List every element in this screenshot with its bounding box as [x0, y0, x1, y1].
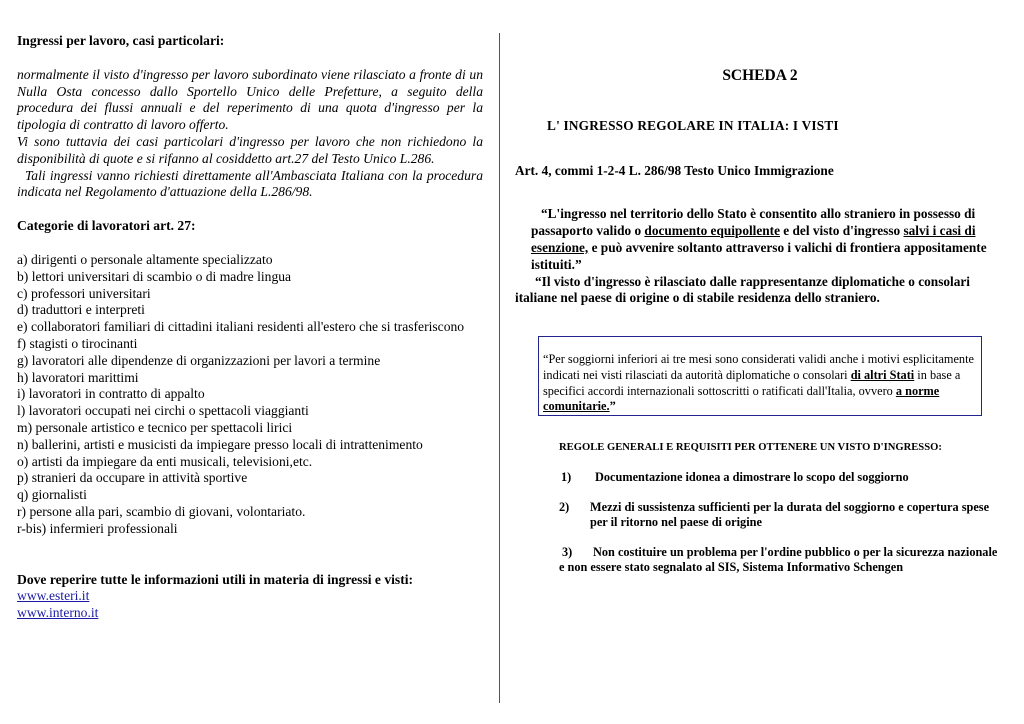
category-item: m) personale artistico e tecnico per spettacoli lirici — [17, 419, 293, 435]
category-item: n) ballerini, artisti e musicisti da impiegare presso locali di intrattenimento — [17, 436, 423, 452]
intro-paragraph-2: Vi sono tuttavia dei casi particolari d'ingresso per lavoro che non richiedono la disponibilità di quote e si rifanno al cosiddetto art.27 del Testo Unico L.286. — [17, 133, 483, 166]
category-item: d) traduttori e interpreti — [17, 302, 145, 318]
requirement-1 — [559, 470, 999, 486]
category-item: i) lavoratori in contratto di appalto — [17, 386, 205, 402]
categories-list — [17, 252, 483, 538]
link-esteri[interactable]: www.esteri.it — [17, 588, 90, 604]
law-quote-1 — [515, 206, 1005, 273]
right-column — [515, 60, 1005, 307]
category-item: b) lettori universitari di scambio o di madre lingua — [17, 268, 292, 284]
left-column — [17, 33, 483, 622]
quote1-underline-1: documento equipollente — [644, 223, 780, 239]
box-text-b: in base a specifici accordi internazionali sottoscritti o ratificati dall'Italia, ovvero — [543, 367, 961, 398]
rules-heading: REGOLE GENERALI E REQUISITI PER OTTENERE UN VISTO D'INGRESSO: — [559, 442, 942, 453]
box-underline-2: a norme comunitarie. — [543, 383, 940, 414]
scheda-title: SCHEDA 2 — [722, 67, 798, 84]
category-item: r-bis) infermieri professionali — [17, 520, 178, 536]
quote1-text-b: e del visto d'ingresso — [779, 223, 904, 239]
intro-paragraph-1: normalmente il visto d'ingresso per lavoro subordinato viene rilasciato a fronte di un Nulla Osta concesso dallo Sportello Unico delle Prefetture, a seguito della procedura dei flussi annuali e del reperimento di una quota d'ingresso per la tipologia di contratto di lavoro offerto. — [17, 66, 483, 133]
category-item: f) stagisti o tirocinanti — [17, 335, 138, 351]
info-heading: Dove reperire tutte le informazioni utili in materia di ingressi e visti: — [17, 571, 414, 587]
left-heading: Ingressi per lavoro, casi particolari: — [17, 33, 225, 48]
requirement-3-number: 3) — [562, 544, 573, 559]
column-divider — [499, 33, 500, 703]
categories-heading: Categorie di lavoratori art. 27: — [17, 218, 196, 234]
requirement-2 — [559, 500, 999, 531]
requirement-3-text: Non costituire un problema per l'ordine pubblico o per la sicurezza nazionale e non essere stato segnalato al SIS, Sistema Informativo Schengen — [559, 544, 998, 575]
quote1-text-d: e può avvenire soltanto attraverso i valichi di frontiera appositamente istituiti.” — [531, 239, 987, 272]
requirement-2-text: Mezzi di sussistenza sufficienti per la durata del soggiorno e copertura spese per il ritorno nel paese di origine — [590, 499, 990, 530]
intro-paragraph-3: Tali ingressi vanno richiesti direttamente all'Ambasciata Italiana con la procedura indicata nel Regolamento d'attuazione della L.286/98. — [17, 167, 483, 200]
category-item: c) professori universitari — [17, 285, 151, 301]
category-item: p) stranieri da occupare in attività sportive — [17, 470, 248, 486]
category-item: r) persone alla pari, scambio di giovani, volontariato. — [17, 503, 306, 519]
requirements-list — [559, 470, 999, 590]
category-item: l) lavoratori occupati nei circhi o spettacoli viaggianti — [17, 403, 309, 419]
requirement-1-number: 1) — [561, 470, 572, 484]
category-item: o) artisti da impiegare da enti musicali, televisioni,etc. — [17, 453, 313, 469]
law-quote-2: “Il visto d'ingresso è rilasciato dalle rappresentanze diplomatiche o consolari italiane nel paese di origine o di stabile residenza dello straniero. — [515, 273, 970, 306]
article-reference: Art. 4, commi 1-2-4 L. 286/98 Testo Unico Immigrazione — [515, 162, 834, 178]
link-interno[interactable]: www.interno.it — [17, 605, 99, 621]
category-item: a) dirigenti o personale altamente specializzato — [17, 251, 273, 267]
requirement-2-number: 2) — [559, 499, 570, 514]
law-quote — [515, 206, 1005, 307]
quote1-underline-3: esenzione, — [531, 239, 589, 255]
category-item: e) collaboratori familiari di cittadini italiani residenti all'estero che si trasferiscono — [17, 319, 465, 335]
category-item: g) lavoratori alle dipendenze di organizzazioni per lavori a termine — [17, 352, 381, 368]
requirement-1-text: Documentazione idonea a dimostrare lo scopo del soggiorno — [595, 470, 909, 484]
scheda-subtitle: L' INGRESSO REGOLARE IN ITALIA: I VISTI — [547, 117, 839, 133]
category-item: h) lavoratori marittimi — [17, 369, 139, 385]
info-box — [538, 336, 982, 416]
box-text-c: ” — [609, 399, 616, 414]
box-text-a: “Per soggiorni inferiori ai tre mesi sono considerati validi anche i motivi esplicitamente indicati nei visti rilasciati da autorità diplomatiche o consolari — [543, 352, 974, 382]
box-underline-1: di altri Stati — [850, 367, 915, 382]
requirement-3 — [559, 545, 999, 576]
quote1-underline-2: salvi i casi di — [903, 223, 976, 239]
category-item: q) giornalisti — [17, 487, 87, 503]
quote1-text-a: “L'ingresso nel territorio dello Stato è consentito allo straniero in possesso di passaporto valido o — [531, 206, 976, 239]
